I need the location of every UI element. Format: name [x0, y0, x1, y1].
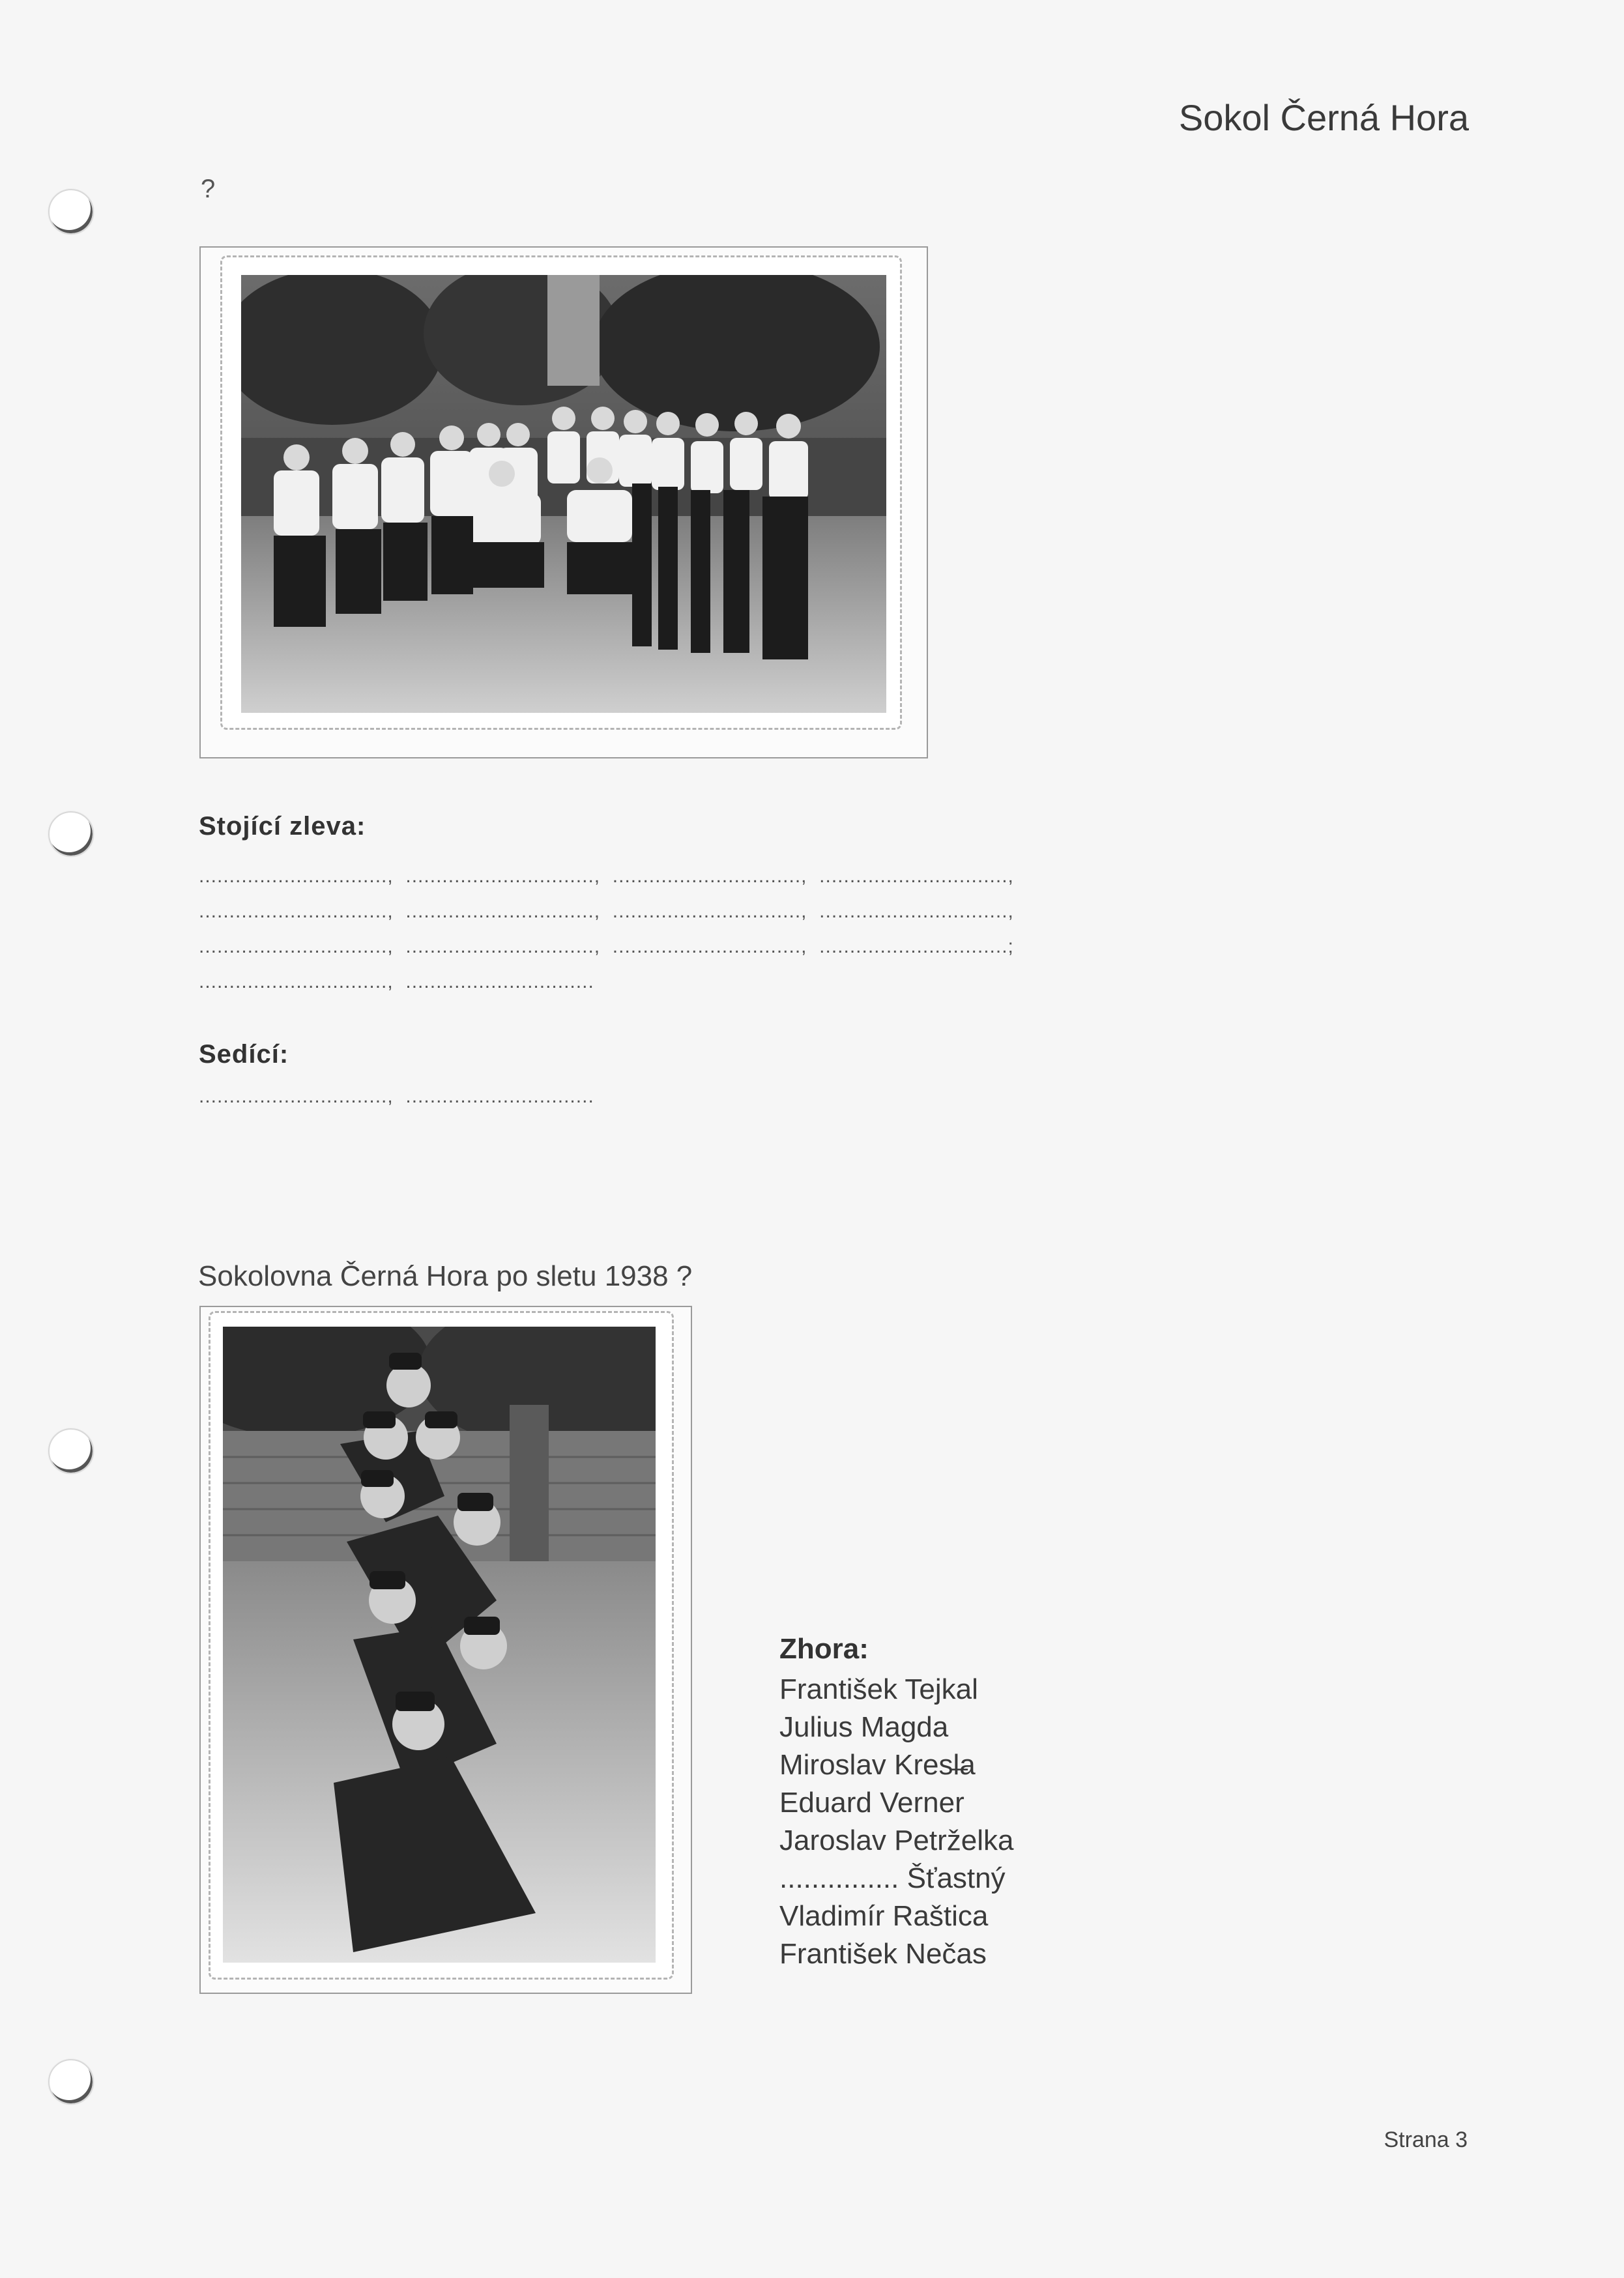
- names-heading: Zhora:: [779, 1633, 869, 1665]
- name-item: Miroslav Kresl̶a: [779, 1749, 976, 1781]
- name-item: ............... Šťastný: [779, 1862, 1006, 1894]
- name-item: František Tejkal: [779, 1673, 978, 1705]
- standing-heading: Stojící zleva:: [199, 812, 366, 841]
- name-item: František Nečas: [779, 1938, 987, 1970]
- seated-heading: Sedící:: [199, 1040, 289, 1069]
- standing-row-1: ..............................., ..............................., ..............................., ...............................,: [199, 865, 1014, 887]
- name-item: Eduard Verner: [779, 1787, 964, 1819]
- binder-hole-1: [48, 189, 94, 235]
- page-title: Sokol Černá Hora: [1178, 97, 1469, 138]
- top-photo-frame: [199, 246, 928, 758]
- binder-hole-2: [48, 811, 94, 857]
- seated-row-1: ..............................., ...............................: [199, 1086, 594, 1107]
- group-photo-gymnasts: [241, 275, 886, 713]
- name-item: Jaroslav Petrželka: [779, 1824, 1014, 1856]
- group-photo-sokol-uniforms: [223, 1327, 656, 1963]
- bottom-photo-caption: Sokolovna Černá Hora po sletu 1938 ?: [198, 1260, 693, 1292]
- standing-row-3: ..............................., ..............................., ..............................., ...............................;: [199, 936, 1014, 957]
- standing-row-2: ..............................., ..............................., ..............................., ...............................,: [199, 901, 1014, 922]
- bottom-photo-frame: [199, 1306, 692, 1994]
- name-item: Julius Magda: [779, 1711, 949, 1743]
- name-item: Vladimír Raštica: [779, 1900, 989, 1932]
- unknown-note: ?: [201, 175, 216, 203]
- page-number: Strana 3: [1384, 2127, 1468, 2152]
- standing-row-4: ..............................., ...............................: [199, 971, 594, 992]
- binder-hole-3: [48, 1428, 94, 1474]
- binder-hole-4: [48, 2059, 94, 2105]
